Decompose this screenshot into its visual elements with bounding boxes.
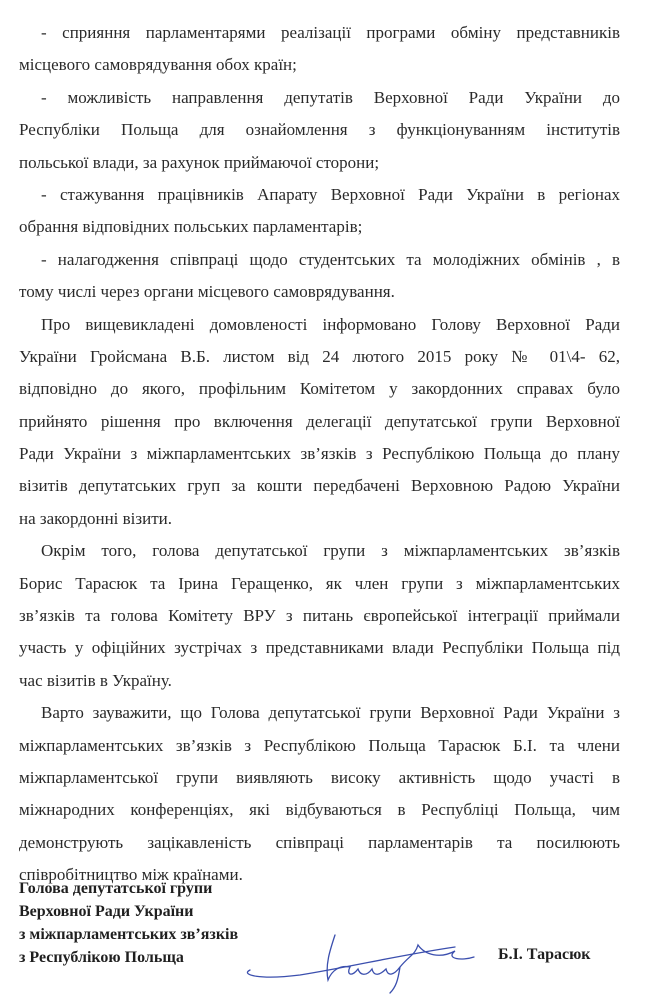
paragraph-line: України Гройсмана В.Б. листом від 24 лютого 2015 року № 01\4- 62, xyxy=(19,346,620,366)
signatory-name: Б.І. Тарасюк xyxy=(498,946,591,963)
paragraph-line: обрання відповідних польських парламентарів; xyxy=(19,217,363,237)
paragraph-line: Варто зауважити, що Голова депутатської групи Верховної Ради України з xyxy=(41,703,620,723)
signatory-title-line: Верховної Ради України xyxy=(19,903,194,920)
paragraph-line: зв’язків та голова Комітету ВРУ з питань європейської інтеграції приймали xyxy=(19,606,620,626)
paragraph-line: візитів депутатських груп за кошти передбачені Верховною Радою України xyxy=(19,476,620,496)
paragraph-line: Борис Тарасюк та Ірина Геращенко, як член групи з міжпарламентських xyxy=(19,573,620,593)
paragraph-line: демонструють зацікавленість співпраці парламентарів та посилюють xyxy=(19,832,620,852)
signatory-title-line: Голова депутатської групи xyxy=(19,880,213,897)
signatory-title xyxy=(19,877,238,969)
paragraph-line: тому числі через органи місцевого самоврядування. xyxy=(19,282,395,302)
paragraph-line: - можливість направлення депутатів Верховної Ради України до xyxy=(41,87,620,107)
signatory-title-line: з Республікою Польща xyxy=(19,949,184,966)
paragraph-line: міжнародних конференціях, які відбуваються в Республіці Польща, чим xyxy=(19,800,620,820)
document-body xyxy=(19,17,620,892)
paragraph-line: час візитів в Україну. xyxy=(19,670,172,690)
paragraph-line: співробітництво між країнами. xyxy=(19,865,243,885)
paragraph-line: Ради України з міжпарламентських зв’язків з Республікою Польща до плану xyxy=(19,444,620,464)
paragraph-line: на закордонні візити. xyxy=(19,508,172,528)
paragraph-line: місцевого самоврядування обох країн; xyxy=(19,55,297,75)
paragraph-line: участь у офіційних зустрічах з представниками влади Республіки Польща під xyxy=(19,638,620,658)
paragraph-line: міжпарламентської групи виявляють високу активність щодо участі в xyxy=(19,767,620,787)
paragraph-line: відповідно до якого, профільним Комітетом у закордонних справах було xyxy=(19,379,620,399)
paragraph-line: - сприяння парламентарями реалізації програми обміну представників xyxy=(41,23,620,42)
paragraph-line: Окрім того, голова депутатської групи з міжпарламентських зв’язків xyxy=(41,541,620,561)
paragraph-line: міжпарламентських зв’язків з Республікою Польща Тарасюк Б.І. та члени xyxy=(19,735,620,755)
paragraph-line: польської влади, за рахунок приймаючої сторони; xyxy=(19,152,380,172)
paragraph-line: - налагодження співпраці щодо студентських та молодіжних обмінів , в xyxy=(41,249,620,269)
signatory-title-line: з міжпарламентських зв’язків xyxy=(19,926,239,943)
paragraph-line: Республіки Польща для ознайомлення з функціонуванням інститутів xyxy=(19,120,620,140)
paragraph-line: прийнято рішення про включення делегації депутатської групи Верховної xyxy=(19,411,620,431)
paragraph-line: Про вищевикладені домовленості інформовано Голову Верховної Ради xyxy=(41,314,620,334)
handwritten-signature xyxy=(240,925,480,995)
paragraph-line: - стажування працівників Апарату Верховної Ради України в регіонах xyxy=(41,184,620,204)
